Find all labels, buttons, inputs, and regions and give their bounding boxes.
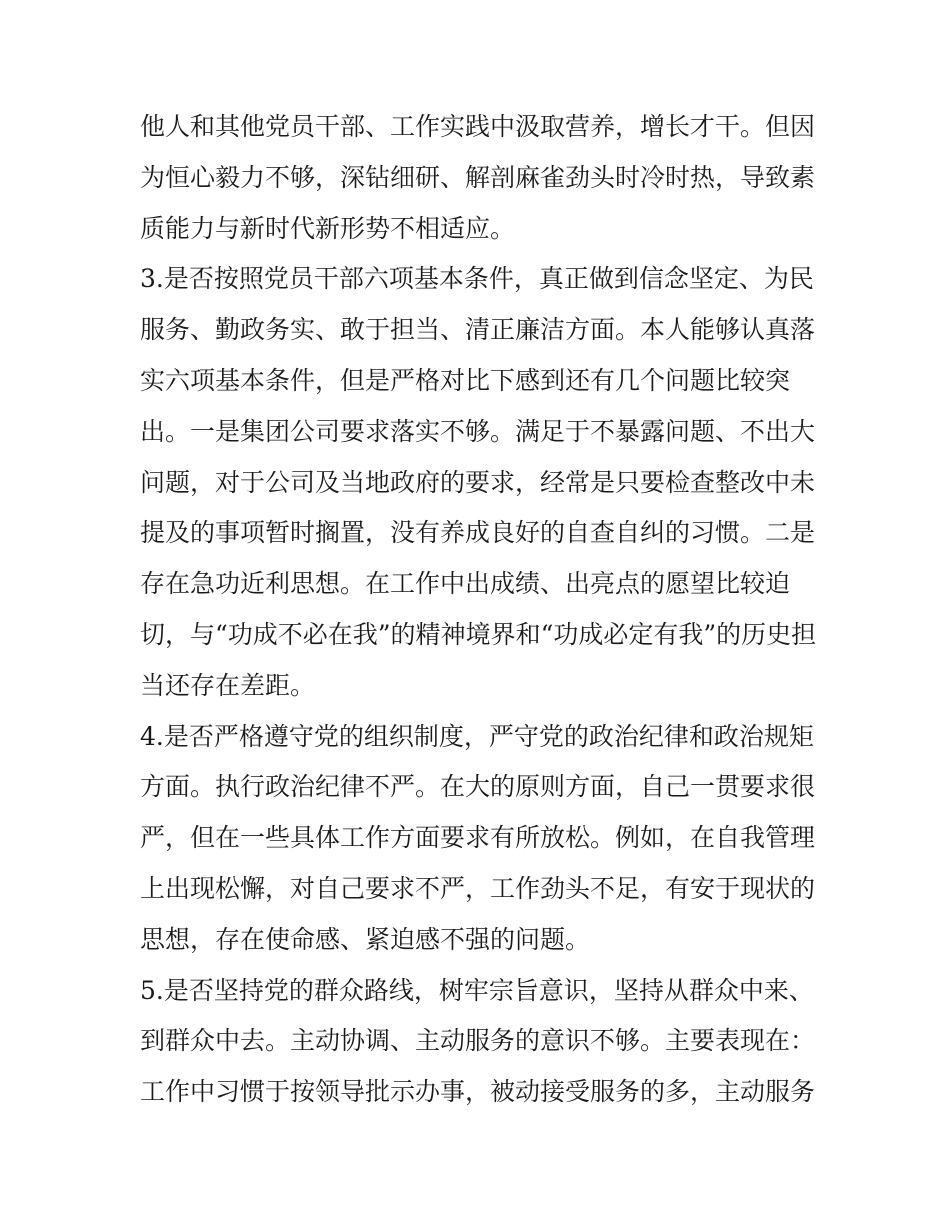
text-line: 质能力与新时代新形势不相适应。 (140, 213, 516, 243)
text-line: 4.是否严格遵守党的组织制度，严守党的政治纪律和政治规矩 (140, 721, 814, 751)
text-line: 思想，存在使命感、紧迫感不强的问题。 (140, 924, 591, 954)
text-line: 3.是否按照党员干部六项基本条件，真正做到信念坚定、为民 (140, 264, 814, 294)
text-line: 他人和其他党员干部、工作实践中汲取营养，增长才干。但因 (140, 112, 816, 141)
text-line: 服务、勤政务实、敢于担当、清正廉洁方面。本人能够认真落 (140, 315, 816, 345)
text-line: 实六项基本条件，但是严格对比下感到还有几个问题比较突 (140, 365, 791, 395)
text-line: 严，但在一些具体工作方面要求有所放松。例如，在自我管理 (140, 823, 816, 853)
text-line: 工作中习惯于按领导批示办事，被动接受服务的多，主动服务 (140, 1077, 816, 1107)
body-text (140, 102, 820, 1118)
text-line: 存在急功近利思想。在工作中出成绩、出亮点的愿望比较迫 (140, 569, 791, 599)
text-line: 当还存在差距。 (140, 670, 316, 700)
text-line: 提及的事项暂时搁置，没有养成良好的自查自纠的习惯。二是 (140, 518, 816, 548)
text-line: 5.是否坚持党的群众路线，树牢宗旨意识，坚持从群众中来、 (140, 975, 814, 1005)
text-line: 到群众中去。主动协调、主动服务的意识不够。主要表现在： (140, 1026, 816, 1056)
text-line: 切，与“功成不必在我”的精神境界和“功成必定有我”的历史担 (140, 619, 817, 649)
text-line: 方面。执行政治纪律不严。在大的原则方面，自己一贯要求很 (140, 772, 816, 802)
text-line: 上出现松懈，对自己要求不严，工作劲头不足，有安于现状的 (140, 873, 816, 903)
text-line: 问题，对于公司及当地政府的要求，经常是只要检查整改中未 (140, 467, 816, 497)
text-line: 为恒心毅力不够，深钻细研、解剖麻雀劲头时冷时热，导致素 (140, 162, 816, 192)
text-line: 出。一是集团公司要求落实不够。满足于不暴露问题、不出大 (140, 416, 816, 446)
